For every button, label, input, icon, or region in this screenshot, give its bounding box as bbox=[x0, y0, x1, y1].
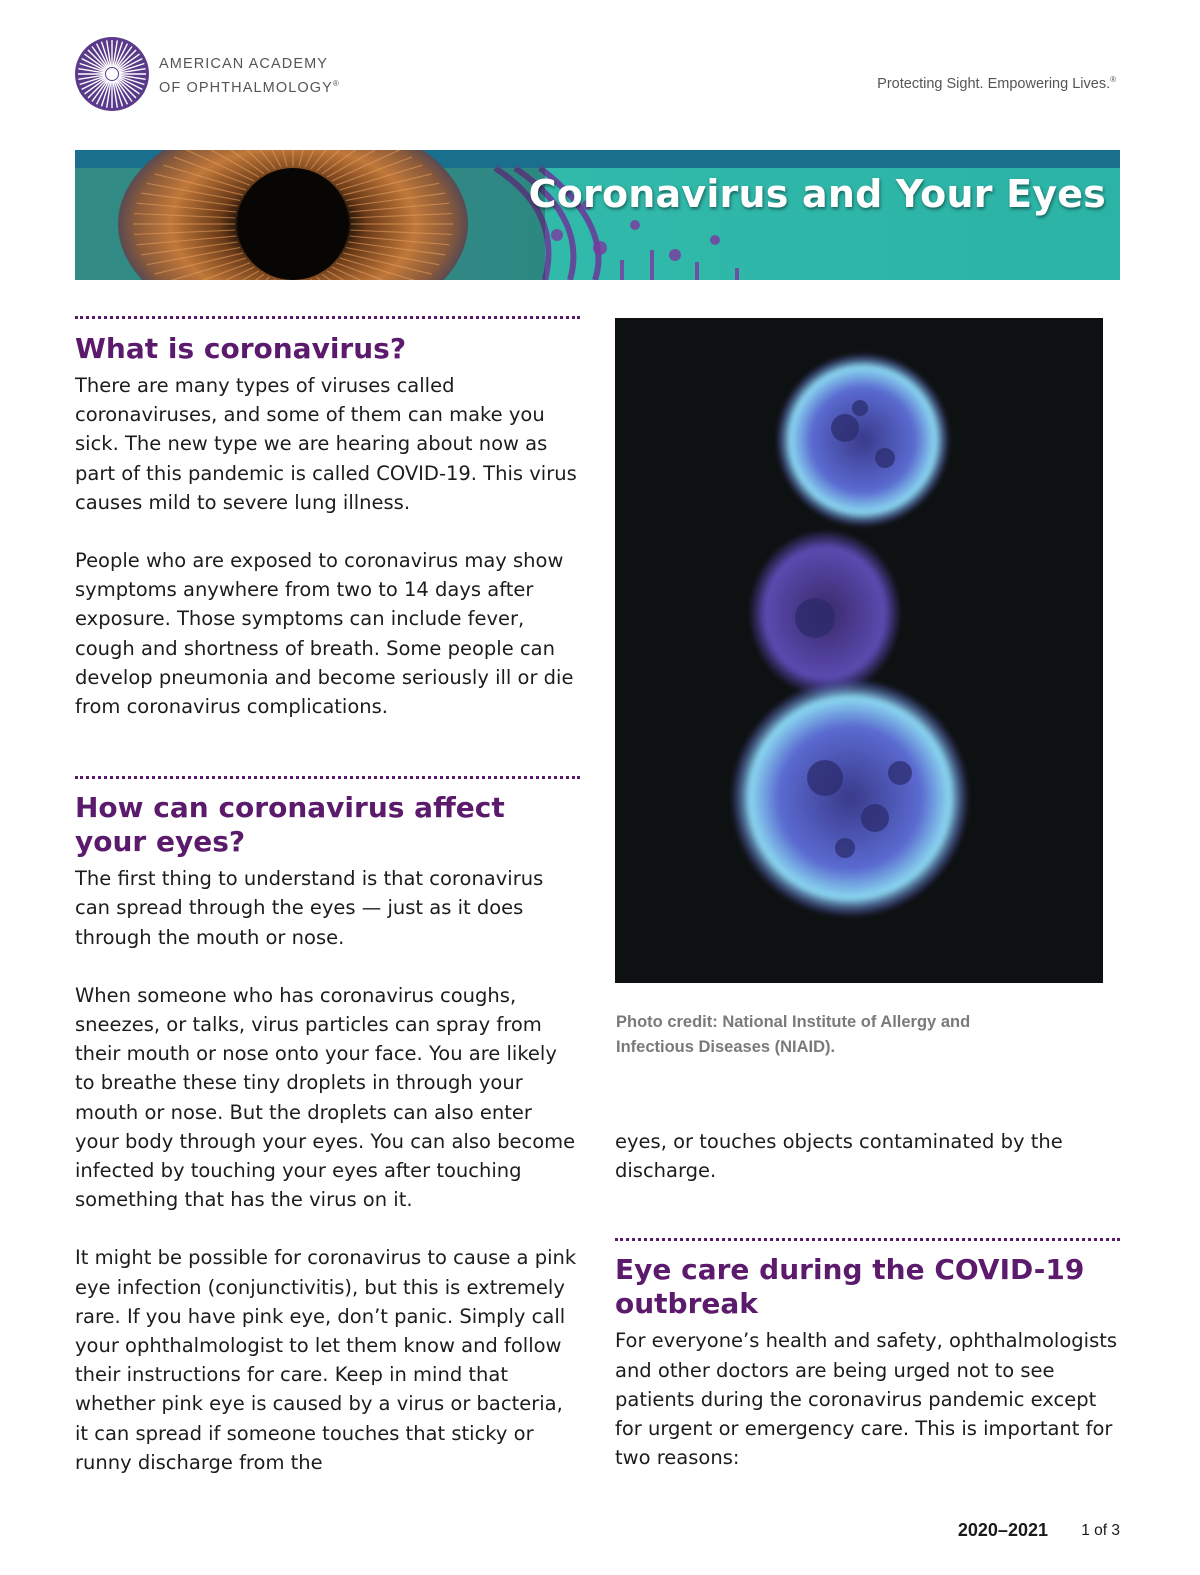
org-name-line2: OF OPHTHALMOLOGY® bbox=[159, 79, 340, 96]
paragraph-continued: eyes, or touches objects contaminated by the discharge. bbox=[615, 1130, 1063, 1183]
paragraph: People who are exposed to coronavirus may show symptoms anywhere from two to 14 days after exposure. Those symptoms can include fever, cough and shortness of breath. Some people can develop pneumonia and become seriously ill or die from coronavirus complications. bbox=[75, 549, 574, 719]
section-divider bbox=[615, 1238, 1120, 1241]
coronavirus-micrograph-image bbox=[615, 318, 1103, 983]
paragraph: There are many types of viruses called coronaviruses, and some of them can make you sick. The new type we are hearing about now as part of this pandemic is called COVID-19. This virus causes mild to severe lung illness. bbox=[75, 374, 577, 514]
academy-logo-icon bbox=[74, 36, 150, 112]
page-header bbox=[0, 0, 1200, 140]
paragraph: It might be possible for coronavirus to cause a pink eye infection (conjunctivitis), but this is extremely rare. If you have pink eye, don’t panic. Simply call your ophthalmologist to let them know and follow their instructions for care. Keep in mind that whether pink eye is caused by a virus or bacteria, it can spread if someone touches that sticky or runny discharge from the bbox=[75, 1246, 577, 1474]
registered-mark: ® bbox=[332, 79, 340, 88]
pupil-image bbox=[237, 168, 349, 280]
photo-credit: Photo credit: National Institute of Allergy and Infectious Diseases (NIAID). bbox=[616, 1013, 971, 1056]
organization-name bbox=[159, 54, 340, 98]
page-title: Coronavirus and Your Eyes bbox=[528, 172, 1106, 216]
title-banner bbox=[75, 150, 1120, 280]
tagline: Protecting Sight. Empowering Lives.® bbox=[877, 75, 1116, 92]
section-divider bbox=[75, 316, 580, 319]
left-column bbox=[75, 316, 580, 1477]
section-heading-eye-care-during-covid: Eye care during the COVID-19 outbreak bbox=[615, 1253, 1085, 1321]
section-heading-how-can-coronavirus-affect-eyes: How can coronavirus affect your eyes? bbox=[75, 791, 505, 859]
org-name-line1: AMERICAN ACADEMY bbox=[159, 56, 329, 72]
section-divider bbox=[75, 776, 580, 779]
section-heading-what-is-coronavirus: What is coronavirus? bbox=[75, 332, 407, 365]
right-column-lower bbox=[615, 1127, 1120, 1472]
footer-year: 2020–2021 bbox=[957, 1520, 1048, 1540]
paragraph: The first thing to understand is that coronavirus can spread through the eyes — just as it does through the mouth or nose. bbox=[75, 867, 544, 949]
paragraph: When someone who has coronavirus coughs, sneezes, or talks, virus particles can spray from their mouth or nose onto your face. You are likely to breathe these tiny droplets in through your mouth or nose. But the droplets can also enter your body through your eyes. You can also become infected by touching your eyes after touching something that has the virus on it. bbox=[75, 983, 576, 1212]
paragraph: For everyone’s health and safety, ophthalmologists and other doctors are being urged not to see patients during the coronavirus pandemic except for urgent or emergency care. This is important for two reasons: bbox=[615, 1329, 1118, 1470]
registered-mark: ® bbox=[1110, 75, 1116, 84]
page-number: 1 of 3 bbox=[1081, 1522, 1120, 1539]
